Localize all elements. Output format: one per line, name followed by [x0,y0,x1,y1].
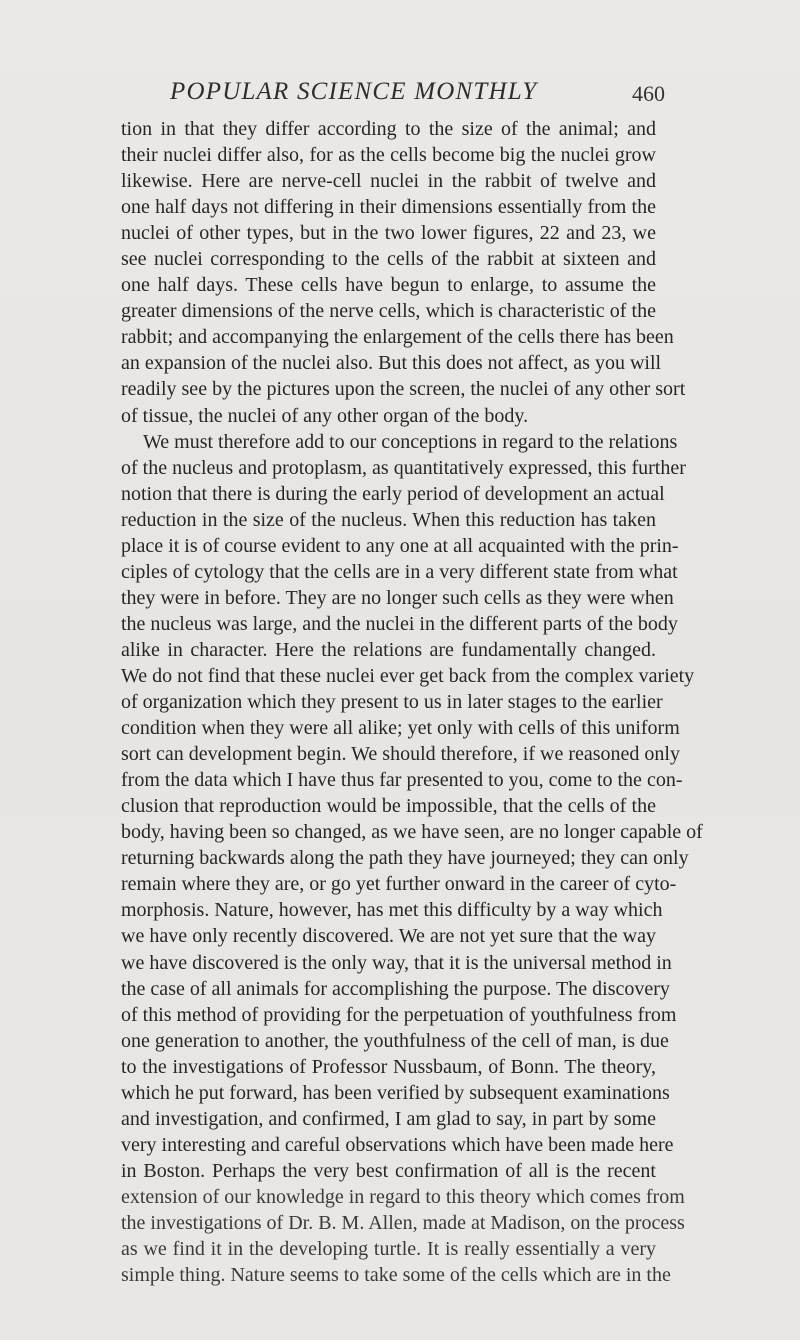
text-line: condition when they were all alike; yet only with cells of this uniform [121,717,680,740]
text-line: very interesting and careful observations which have been made here [121,1133,674,1156]
running-title: POPULAR SCIENCE MONTHLY [170,78,538,105]
text-line: tion in that they differ according to the size of the animal; and [121,118,656,140]
text-line: alike in character. Here the relations are fundamentally changed. [121,638,656,661]
text-line: place it is of course evident to any one at all acquainted with the prin- [121,534,679,557]
text-line: ciples of cytology that the cells are in a very different state from what [121,560,678,583]
text-line: readily see by the pictures upon the screen, the nuclei of any other sort [121,378,686,401]
text-line: in Boston. Perhaps the very best confirmation of all is the recent [121,1159,656,1182]
text-line: the nucleus was large, and the nuclei in the different parts of the body [121,612,678,635]
paragraph-2 [121,429,703,1289]
text-line: of the nucleus and protoplasm, as quantitatively expressed, this further [121,456,686,479]
text-line: their nuclei differ also, for as the cells become big the nuclei grow [121,144,656,167]
text-line: which he put forward, has been verified by subsequent examinations [121,1081,670,1104]
text-line: remain where they are, or go yet further onward in the career of cyto- [121,873,677,896]
page-number: 460 [632,81,665,106]
text-line: notion that there is during the early period of development an actual [121,482,665,505]
text-line: from the data which I have thus far presented to you, come to the con- [121,769,683,792]
text-line: greater dimensions of the nerve cells, which is characteristic of the [121,300,656,323]
text-line: of this method of providing for the perpetuation of youthfulness from [121,1003,677,1026]
text-line: sort can development begin. We should therefore, if we reasoned only [121,743,680,766]
text-line: an expansion of the nuclei also. But this does not affect, as you will [121,352,662,375]
text-line: extension of our knowledge in regard to this theory which comes from [121,1185,685,1208]
page-header [0,78,800,112]
text-line: they were in before. They are no longer such cells as they were when [121,586,674,609]
text-line: the case of all animals for accomplishing the purpose. The discovery [121,977,670,1000]
text-line: rabbit; and accompanying the enlargement of the cells there has been [121,326,674,349]
paragraph-1 [121,116,686,429]
text-line: we have only recently discovered. We are not yet sure that the way [121,925,656,948]
text-line: see nuclei corresponding to the cells of the rabbit at sixteen and [121,248,656,271]
text-line: simple thing. Nature seems to take some of the cells which are in the [121,1264,671,1287]
text-line: reduction in the size of the nucleus. When this reduction has taken [121,508,656,531]
text-line: returning backwards along the path they have journeyed; they can only [121,847,689,870]
text-line: one half days. These cells have begun to enlarge, to assume the [121,274,656,297]
body-text [121,116,703,1288]
text-line: nuclei of other types, but in the two lower figures, 22 and 23, we [121,222,656,245]
text-line: of organization which they present to us in later stages to the earlier [121,691,663,714]
text-line: We must therefore add to our conceptions in regard to the relations [143,430,678,453]
text-line: clusion that reproduction would be impossible, that the cells of the [121,795,656,818]
text-line: the investigations of Dr. B. M. Allen, made at Madison, on the process [121,1211,685,1234]
text-line: and investigation, and confirmed, I am glad to say, in part by some [121,1107,656,1130]
text-line: one generation to another, the youthfulness of the cell of man, is due [121,1029,669,1052]
text-line: We do not find that these nuclei ever get back from the complex variety [121,664,695,687]
text-line: as we find it in the developing turtle. It is really essentially a very [121,1238,656,1261]
text-line: morphosis. Nature, however, has met this difficulty by a way which [121,899,663,922]
text-line: one half days not differing in their dimensions essentially from the [121,196,656,219]
text-line: likewise. Here are nerve-cell nuclei in the rabbit of twelve and [121,170,656,193]
text-line: we have discovered is the only way, that it is the universal method in [121,951,672,974]
text-line: of tissue, the nuclei of any other organ of the body. [121,404,529,427]
text-line: body, having been so changed, as we have seen, are no longer capable of [121,821,703,844]
text-line: to the investigations of Professor Nussbaum, of Bonn. The theory, [121,1055,656,1078]
